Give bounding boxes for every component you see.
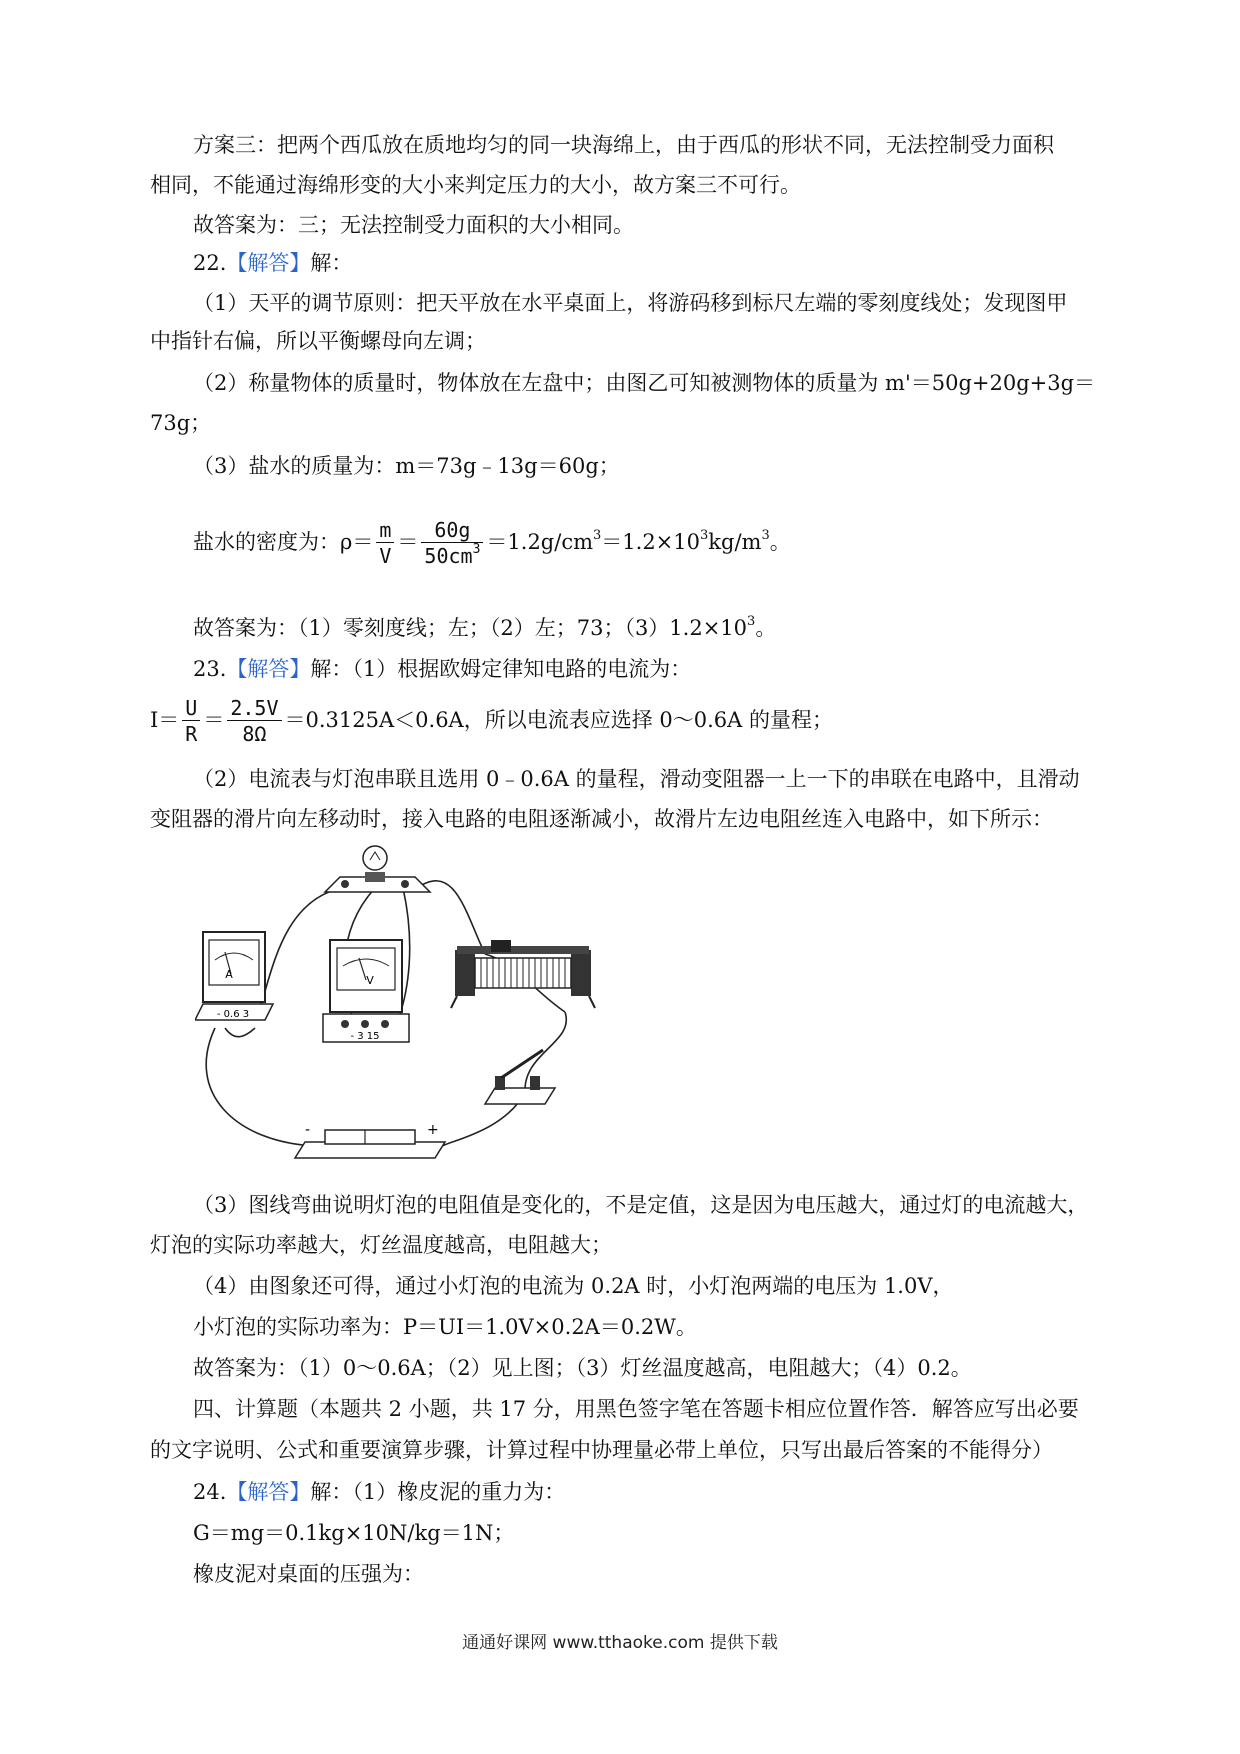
denominator-text: 50cm (424, 544, 473, 568)
text-line: 橡皮泥对桌面的压强为： (193, 1562, 424, 1586)
equals: ＝ (203, 708, 225, 732)
battery-plus: + (427, 1122, 439, 1138)
page-footer: 通通好课网 www.tthaoke.com 提供下载 (462, 1633, 778, 1653)
exponent: 3 (747, 614, 756, 629)
text-line: 解：（1）根据欧姆定律知电路的电流为： (310, 657, 692, 681)
text-line: 灯泡的实际功率越大，灯丝温度越高，电阻越大； (150, 1233, 612, 1257)
answer-line (193, 613, 776, 643)
switch-icon (485, 1050, 555, 1104)
denominator: V (379, 544, 392, 568)
rheostat-icon (451, 940, 595, 1008)
answer-tag: 【解答】 (226, 657, 311, 681)
formula-text: I＝ (150, 708, 180, 732)
text-line: （1）天平的调节原则：把天平放在水平桌面上，将游码移到标尺左端的零刻度线处；发现图甲 (193, 291, 1068, 315)
text-line: 相同，不能通过海绵形变的大小来判定压力的大小，故方案三不可行。 (150, 173, 801, 197)
wire-ammeter-battery (206, 1028, 315, 1146)
text-line: G＝mg＝0.1kg×10N/kg＝1N； (193, 1521, 515, 1545)
text-line: 73g； (150, 411, 212, 435)
text-line: （2）称量物体的质量时，物体放在左盘中；由图乙可知被测物体的质量为 m'＝50g+20g+3g＝ (193, 371, 1096, 395)
question-number: 24. (193, 1480, 227, 1504)
text-line: 的文字说明、公式和重要演算步骤，计算过程中协理量必带上单位，只写出最后答案的不能得分） (150, 1438, 1053, 1462)
fraction-2.5v-8ohm (227, 696, 281, 747)
denominator: 8Ω (242, 722, 267, 746)
denominator: R (185, 722, 198, 746)
ammeter-label: A (225, 968, 233, 981)
numerator: m (376, 518, 394, 543)
answer-line: 故答案为：三；无法控制受力面积的大小相同。 (193, 213, 634, 237)
question-22-header (193, 248, 352, 278)
section-heading: 四、计算题（本题共 2 小题，共 17 分，用黑色签字笔在答题卡相应位置作答．解答应写出必要 (193, 1397, 1079, 1421)
text-line: 中指针右偏，所以平衡螺母向左调； (150, 329, 486, 353)
current-formula (150, 690, 833, 750)
text-line: （3）图线弯曲说明灯泡的电阻值是变化的，不是定值，这是因为电压越大，通过灯的电流越大， (193, 1193, 1089, 1217)
exponent: 3 (593, 528, 602, 543)
fraction-u-r (182, 696, 200, 747)
text-line: 小灯泡的实际功率为：P＝UI＝1.0V×0.2A＝0.2W。 (193, 1315, 697, 1339)
question-number: 22. (193, 251, 227, 275)
period: 。 (769, 530, 791, 554)
wire-ammeter-lamp (255, 888, 342, 1020)
question-number: 23. (193, 657, 227, 681)
voltmeter-terminals: - 3 15 (350, 1031, 380, 1042)
ammeter-terminals: - 0.6 3 (216, 1009, 250, 1020)
answer-text: 故答案为：（1）零刻度线；左；（2）左；73；（3）1.2×10 (193, 616, 748, 640)
answer-line: 故答案为：（1）0～0.6A；（2）见上图；（3）灯丝温度越高，电阻越大；（4）0.2。 (193, 1356, 972, 1380)
denominator (421, 543, 483, 569)
period: 。 (755, 616, 777, 640)
question-24-header (193, 1477, 565, 1507)
formula-text: ＝1.2g/cm (486, 530, 593, 554)
circuit-diagram (195, 842, 655, 1172)
answer-tag: 【解答】 (226, 1480, 311, 1504)
exponent: 3 (700, 528, 709, 543)
numerator: 60g (421, 518, 483, 543)
formula-text: 盐水的密度为：ρ＝ (193, 530, 374, 554)
formula-text: ＝0.3125A＜0.6A，所以电流表应选择 0～0.6A 的量程； (284, 708, 833, 732)
numerator: 2.5V (227, 696, 281, 721)
exponent: 3 (761, 528, 770, 543)
lamp-icon (325, 846, 430, 892)
text-line: 变阻器的滑片向左移动时，接入电路的电阻逐渐减小，故滑片左边电阻丝连入电路中，如下所示： (150, 807, 1053, 831)
answer-tag: 【解答】 (226, 251, 311, 275)
text-line: （2）电流表与灯泡串联且选用 0﹣0.6A 的量程，滑动变阻器一上一下的串联在电路中，且滑动 (193, 767, 1080, 791)
voltmeter-icon (323, 940, 409, 1042)
density-formula (193, 512, 791, 572)
equals: ＝ (397, 530, 419, 554)
text-line: （4）由图象还可得，通过小灯泡的电流为 0.2A 时，小灯泡两端的电压为 1.0V， (193, 1274, 954, 1298)
solution-label: 解： (310, 251, 353, 275)
battery-minus: - (305, 1122, 311, 1138)
exponent: 3 (472, 542, 481, 558)
numerator: U (182, 696, 200, 721)
fraction-60g-50cm3 (421, 518, 483, 569)
wire-ammeter-terminal (225, 1028, 255, 1037)
formula-text: ＝1.2×10 (601, 530, 700, 554)
question-23-header (193, 654, 691, 684)
text-line: 解：（1）橡皮泥的重力为： (310, 1480, 566, 1504)
fraction-m-v (376, 518, 394, 569)
battery-icon (295, 1122, 445, 1158)
voltmeter-label: V (366, 974, 374, 987)
text-line: （3）盐水的质量为：m＝73g﹣13g＝60g； (193, 454, 620, 478)
text-line: 方案三：把两个西瓜放在质地均匀的同一块海绵上，由于西瓜的形状不同，无法控制受力面积 (193, 133, 1054, 157)
ammeter-icon (195, 932, 273, 1020)
formula-text: kg/m (708, 530, 762, 554)
